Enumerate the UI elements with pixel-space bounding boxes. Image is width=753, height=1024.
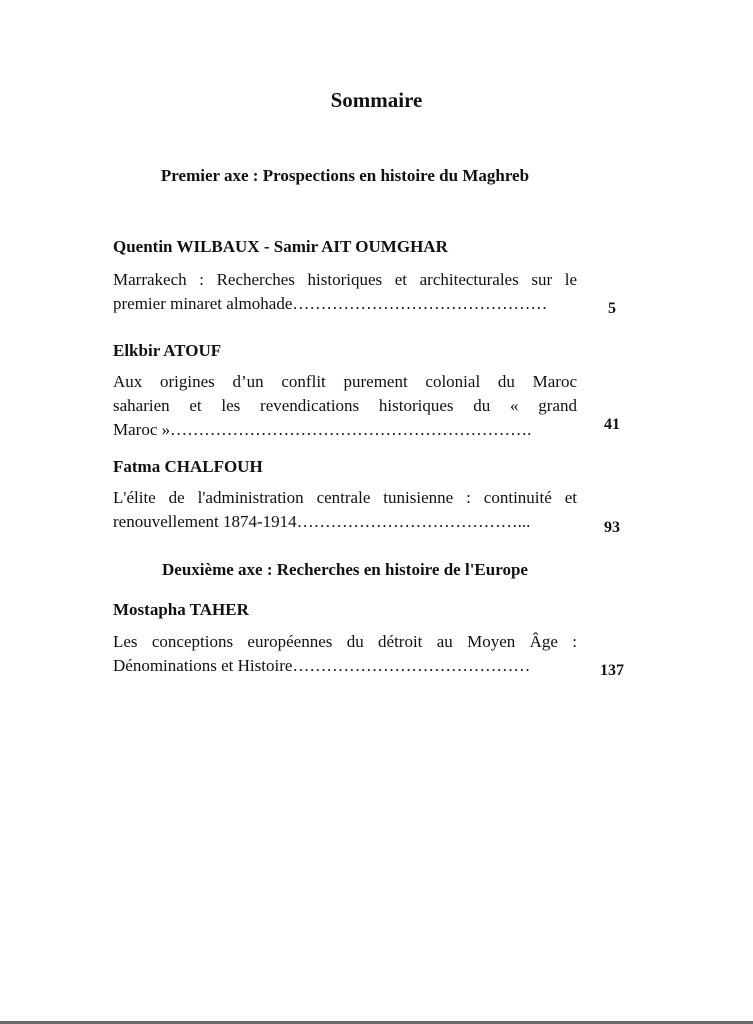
entry-title-line: renouvellement 1874-1914…………………………………... [113, 512, 531, 531]
entry-title [113, 268, 577, 316]
entry-page-number: 93 [604, 519, 620, 536]
entry-title [113, 630, 577, 678]
entry-page-number: 137 [600, 662, 624, 679]
entry-title [113, 486, 577, 534]
page-title: Sommaire [330, 88, 423, 112]
entry-author: Fatma CHALFOUH [113, 457, 263, 476]
entry-author: Mostapha TAHER [113, 600, 249, 619]
entry-title [113, 370, 577, 442]
entry-title-line: Maroc »………………………………………………………. [113, 420, 532, 439]
section-heading-deuxieme-axe: Deuxième axe : Recherches en histoire de l'Europe [162, 560, 528, 579]
entry-page-number: 41 [604, 416, 620, 433]
entry-title-line: Aux origines d’un conflit purement colonial du Maroc [113, 372, 577, 391]
entry-author: Quentin WILBAUX - Samir AIT OUMGHAR [113, 237, 448, 256]
entry-title-line: saharien et les revendications historiques du « grand [113, 396, 577, 415]
entry-title-line: Dénominations et Histoire…………………………………… [113, 656, 531, 675]
entry-title-line: Les conceptions européennes du détroit au Moyen Âge : [113, 632, 577, 651]
entry-title-line: Marrakech : Recherches historiques et architecturales sur le [113, 270, 577, 289]
entry-page-number: 5 [608, 300, 616, 317]
section-heading-premier-axe: Premier axe : Prospections en histoire du Maghreb [160, 166, 530, 185]
entry-title-line: premier minaret almohade……………………………………… [113, 294, 548, 313]
entry-title-line: L'élite de l'administration centrale tunisienne : continuité et [113, 488, 577, 507]
entry-author: Elkbir ATOUF [113, 341, 222, 360]
